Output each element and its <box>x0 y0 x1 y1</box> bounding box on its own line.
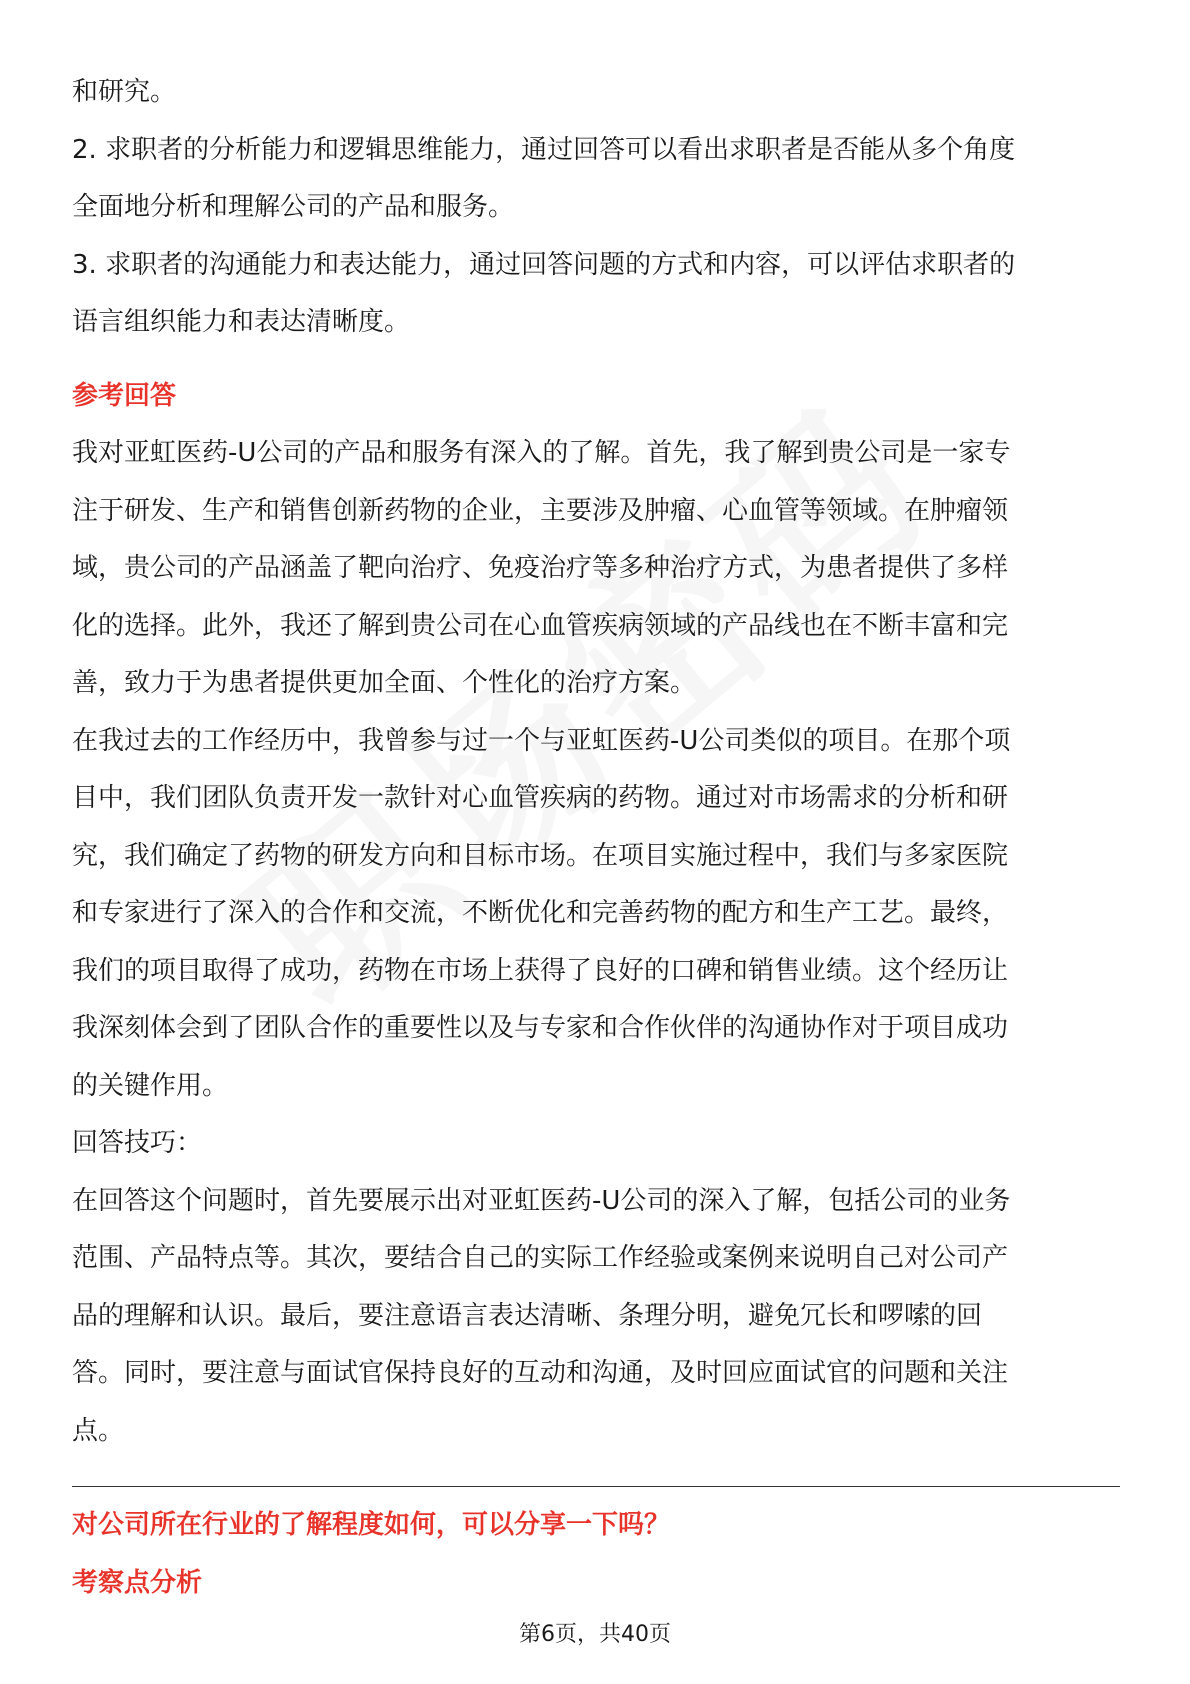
answer-line: 域，贵公司的产品涵盖了靶向治疗、免疫治疗等多种治疗方式，为患者提供了多样 <box>72 553 1009 583</box>
text-line: 和研究。 <box>72 77 177 107</box>
reference-answer-heading: 参考回答 <box>72 380 177 411</box>
text-line: 2. 求职者的分析能力和逻辑思维能力，通过回答可以看出求职者是否能从多个角度 <box>72 134 1016 165</box>
answer-line: 究，我们确定了药物的研发方向和目标市场。在项目实施过程中，我们与多家医院 <box>72 840 1009 871</box>
question-heading: 对公司所在行业的了解程度如何，可以分享一下吗？ <box>72 1510 671 1540</box>
answer-line: 和专家进行了深入的合作和交流，不断优化和完善药物的配方和生产工艺。最终， <box>72 898 1009 928</box>
tips-line: 范围、产品特点等。其次，要结合自己的实际工作经验或案例来说明自己对公司产 <box>72 1243 1009 1273</box>
text-line: 语言组织能力和表达清晰度。 <box>72 307 411 337</box>
text-line: 3. 求职者的沟通能力和表达能力，通过回答问题的方式和内容，可以评估求职者的 <box>72 249 1016 280</box>
answer-line: 善，致力于为患者提供更加全面、个性化的治疗方案。 <box>72 668 697 698</box>
tips-line: 品的理解和认识。最后，要注意语言表达清晰、条理分明，避免冗长和啰嗦的回 <box>72 1300 983 1331</box>
answer-line: 注于研发、生产和销售创新药物的企业，主要涉及肿瘤、心血管等领域。在肿瘤领 <box>72 495 1009 526</box>
section-divider <box>72 1486 1120 1487</box>
tips-line: 在回答这个问题时，首先要展示出对亚虹医药-U公司的深入了解，包括公司的业务 <box>72 1185 1011 1216</box>
analysis-heading: 考察点分析 <box>72 1567 203 1598</box>
text-line: 全面地分析和理解公司的产品和服务。 <box>72 192 515 222</box>
document-body <box>72 64 1122 1612</box>
tips-line: 答。同时，要注意与面试官保持良好的互动和沟通，及时回应面试官的问题和关注 <box>72 1358 1009 1388</box>
tips-label: 回答技巧： <box>72 1128 203 1158</box>
answer-line: 化的选择。此外，我还了解到贵公司在心血管疾病领域的产品线也在不断丰富和完 <box>72 610 1009 641</box>
page-number: 第6页，共40页 <box>519 1622 671 1647</box>
answer-line: 我对亚虹医药-U公司的产品和服务有深入的了解。首先，我了解到贵公司是一家专 <box>72 438 1011 468</box>
answer-line: 我们的项目取得了成功，药物在市场上获得了良好的口碑和销售业绩。这个经历让 <box>72 955 1009 986</box>
answer-line: 我深刻体会到了团队合作的重要性以及与专家和合作伙伴的沟通协作对于项目成功 <box>72 1013 1009 1043</box>
tips-line: 点。 <box>72 1415 125 1446</box>
answer-line: 目中，我们团队负责开发一款针对心血管疾病的药物。通过对市场需求的分析和研 <box>72 783 1009 813</box>
answer-line: 的关键作用。 <box>72 1070 229 1101</box>
answer-line: 在我过去的工作经历中，我曾参与过一个与亚虹医药-U公司类似的项目。在那个项 <box>72 725 1011 756</box>
